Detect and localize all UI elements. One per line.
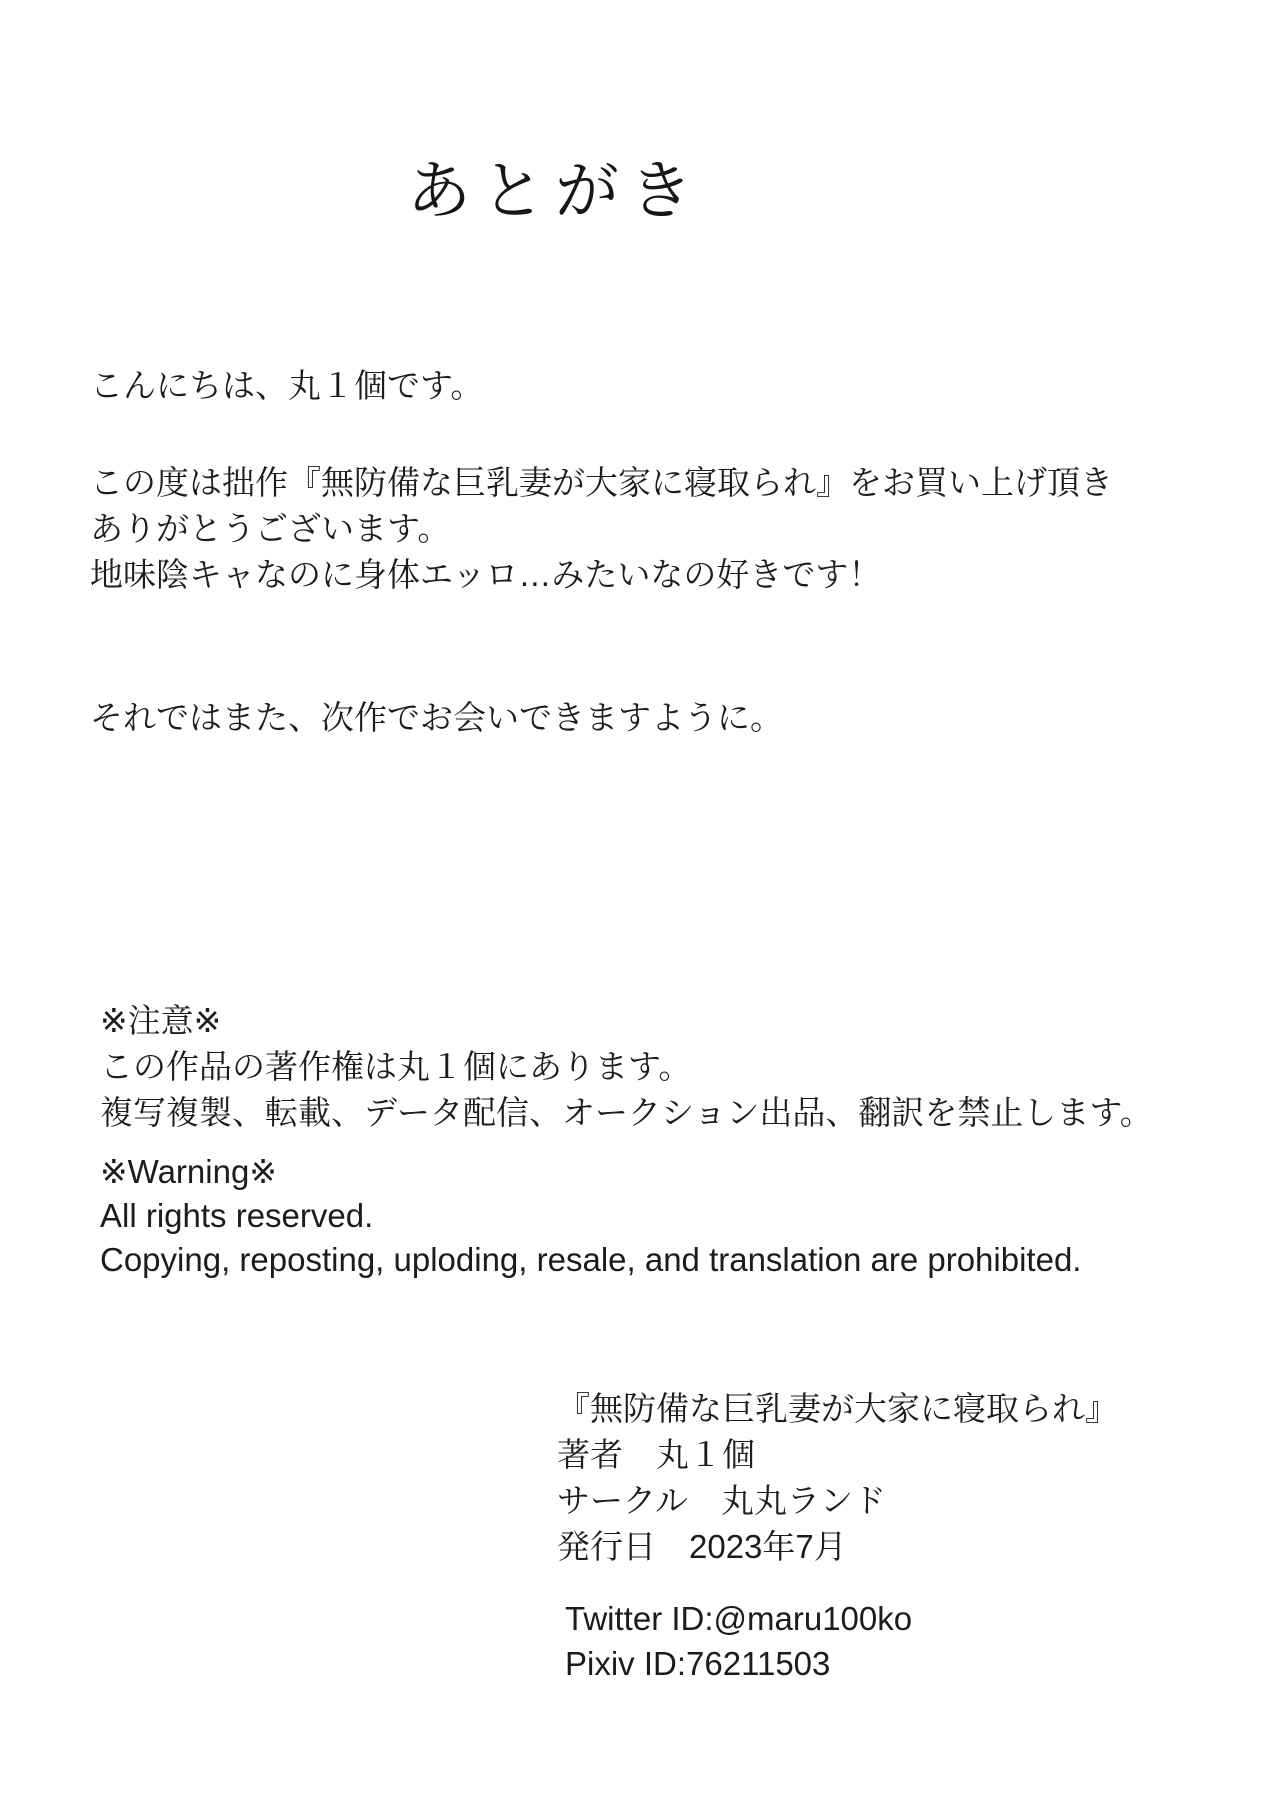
colophon-circle: サークル 丸丸ランド — [557, 1482, 887, 1519]
notice-en-heading: ※Warning※ — [100, 1153, 277, 1190]
copyright-notice-english — [100, 1150, 1081, 1282]
notice-jp-line-2: 複写複製、転載、データ配信、オークション出品、翻訳を禁止します。 — [100, 1094, 1153, 1131]
colophon-block — [557, 1386, 1118, 1570]
twitter-id: Twitter ID:@maru100ko — [565, 1600, 913, 1637]
closing-line: それではまた、次作でお会いできますように。 — [90, 699, 783, 736]
sns-id-block — [565, 1596, 912, 1686]
copyright-notice-japanese — [100, 998, 1153, 1136]
thanks-line-1: この度は拙作『無防備な巨乳妻が大家に寝取られ』をお買い上げ頂き — [90, 464, 1113, 501]
colophon-work-title: 『無防備な巨乳妻が大家に寝取られ』 — [557, 1390, 1118, 1427]
page-title: あとがき — [407, 155, 703, 227]
notice-en-line-1: All rights reserved. — [100, 1197, 374, 1234]
colophon-author: 著者 丸１個 — [557, 1436, 755, 1473]
notice-jp-line-1: この作品の著作権は丸１個にあります。 — [100, 1048, 692, 1085]
greeting-line: こんにちは、丸１個です。 — [90, 367, 484, 404]
colophon-publish-date: 発行日 2023年7月 — [557, 1528, 847, 1565]
thanks-paragraph — [90, 460, 1113, 598]
notice-jp-heading: ※注意※ — [100, 1002, 222, 1039]
thanks-line-2: ありがとうございます。 — [90, 510, 451, 547]
thanks-line-3: 地味陰キャなのに身体エッロ…みたいなの好きです！ — [90, 556, 882, 593]
pixiv-id: Pixiv ID:76211503 — [565, 1645, 831, 1682]
notice-en-line-2: Copying, reposting, uploding, resale, and translation are prohibited. — [100, 1241, 1082, 1278]
